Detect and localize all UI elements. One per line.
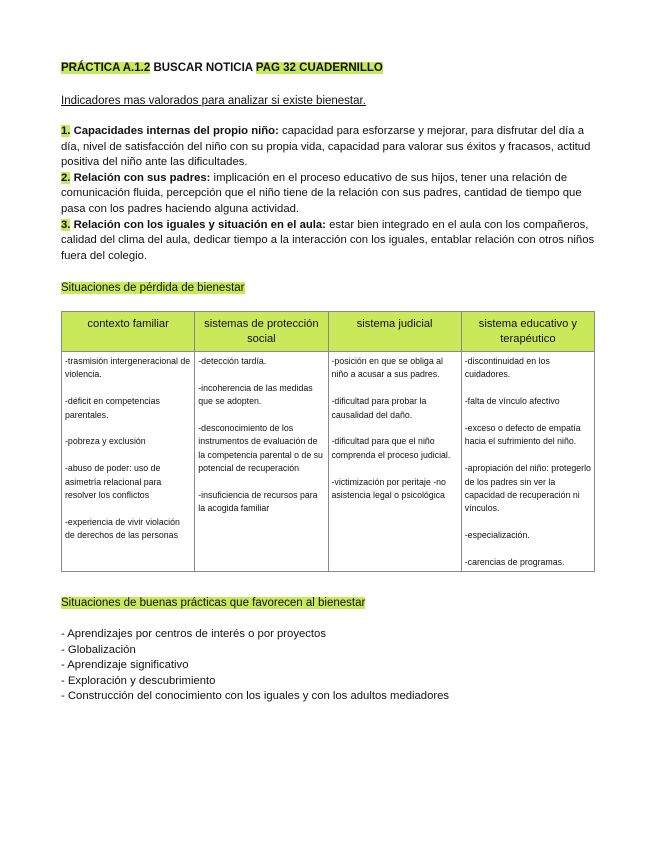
list-item: - Aprendizajes por centros de interés o por proyectos bbox=[61, 628, 326, 640]
cell-item: -pobreza y exclusión bbox=[65, 436, 146, 447]
cell-item: -victimización por peritaje -no asistencia legal o psicológica bbox=[331, 476, 446, 501]
cell-item: -incoherencia de las medidas que se adopten. bbox=[198, 382, 313, 407]
cell-item: -desconocimiento de los instrumentos de evaluación de la competencia parental o de su potencial de recuperación bbox=[198, 423, 323, 474]
column-header: sistemas de protección social bbox=[195, 312, 328, 352]
list-item: - Globalización bbox=[61, 643, 136, 656]
cell-item: -especialización. bbox=[464, 530, 530, 541]
indicator-label: Capacidades internas del propio niño: bbox=[73, 125, 279, 137]
indicator-item bbox=[61, 218, 601, 265]
loss-heading-text: Situaciones de pérdida de bienestar bbox=[61, 282, 245, 294]
list-item: - Exploración y descubrimiento bbox=[61, 674, 216, 687]
table-row bbox=[62, 352, 595, 572]
list-item: - Construcción del conocimiento con los iguales y con los adultos mediadores bbox=[61, 690, 450, 703]
cell-item: -trasmisión intergeneracional de violencia. bbox=[65, 356, 191, 380]
page-title bbox=[61, 62, 383, 74]
cell-item: -discontinuidad en los cuidadores. bbox=[464, 356, 550, 380]
indicator-number: 2. bbox=[61, 171, 71, 184]
cell-item: -apropiación del niño: protegerlo de los padres sin ver la capacidad de recuperación ni vínculos. bbox=[464, 463, 591, 514]
table-header-row bbox=[62, 312, 595, 352]
indicator-text: estar bien integrado en el aula con los compañeros, calidad del clima del aula, dedicar tiempo a la interacción con los iguales, entablar relación con otros niños fuera del colegio. bbox=[61, 218, 595, 262]
indicator-number: 3. bbox=[61, 218, 71, 231]
indicators-heading: Indicadores mas valorados para analizar si existe bienestar. bbox=[61, 95, 366, 107]
cell-item: -falta de vínculo afectivo bbox=[464, 396, 560, 407]
title-task: BUSCAR NOTICIA bbox=[150, 62, 256, 74]
cell-item: -déficit en competencias parentales. bbox=[65, 396, 160, 420]
cell-item: -insuficiencia de recursos para la acogida familiar bbox=[198, 490, 318, 514]
indicators-list bbox=[61, 124, 601, 264]
indicator-text: capacidad para esforzarse y mejorar, para disfrutar del día a día, nivel de satisfacción del niño con su propia vida, capacidad para valorar sus éxitos y fracasos, actitud positiva del niño ante las dificultades. bbox=[61, 125, 591, 169]
indicator-item bbox=[61, 171, 601, 218]
good-practices-heading-text: Situaciones de buenas prácticas que favorecen al bienestar bbox=[61, 597, 366, 609]
title-practice-code: PRÁCTICA A.1.2 bbox=[61, 62, 151, 74]
cell-item: -dificultad para probar la causalidad del daño. bbox=[331, 396, 427, 420]
indicator-label: Relación con los iguales y situación en el aula: bbox=[73, 218, 326, 231]
cell-item: -dificultad para que el niño comprenda el proceso judicial. bbox=[331, 436, 451, 460]
good-practices-list bbox=[61, 627, 449, 705]
good-practices-heading bbox=[61, 597, 365, 609]
table-cell-family bbox=[62, 352, 195, 572]
column-header: contexto familiar bbox=[62, 312, 195, 352]
title-page-ref: PAG 32 CUADERNILLO bbox=[255, 62, 383, 74]
cell-item: -detección tardía. bbox=[198, 356, 267, 366]
table-cell-judicial bbox=[328, 352, 461, 572]
cell-item: -exceso o defecto de empatía hacia el sufrimiento del niño. bbox=[464, 423, 581, 447]
loss-situations-table bbox=[61, 311, 595, 572]
indicator-text: implicación en el proceso educativo de sus hijos, tener una relación de comunicación fluida, percepción que el niño tiene de la relación con sus padres, cantidad de tiempo que pasa con los padres haciendo alguna actividad. bbox=[61, 171, 582, 215]
loss-heading bbox=[61, 282, 245, 294]
cell-item: -carencias de programas. bbox=[464, 557, 565, 568]
table-cell-education bbox=[461, 352, 594, 572]
list-item: - Aprendizaje significativo bbox=[61, 659, 189, 672]
cell-item: -posición en que se obliga al niño a acusar a sus padres. bbox=[331, 356, 444, 380]
indicator-number: 1. bbox=[61, 125, 71, 137]
cell-item: -experiencia de vivir violación de derechos de las personas bbox=[65, 516, 180, 541]
cell-item: -abuso de poder: uso de asimetría relacional para resolver los conflictos bbox=[65, 463, 162, 501]
indicator-item bbox=[61, 124, 601, 171]
table-cell-social bbox=[195, 352, 328, 572]
column-header: sistema judicial bbox=[328, 312, 461, 352]
indicator-label: Relación con sus padres: bbox=[73, 171, 211, 184]
column-header: sistema educativo y terapéutico bbox=[461, 312, 594, 352]
